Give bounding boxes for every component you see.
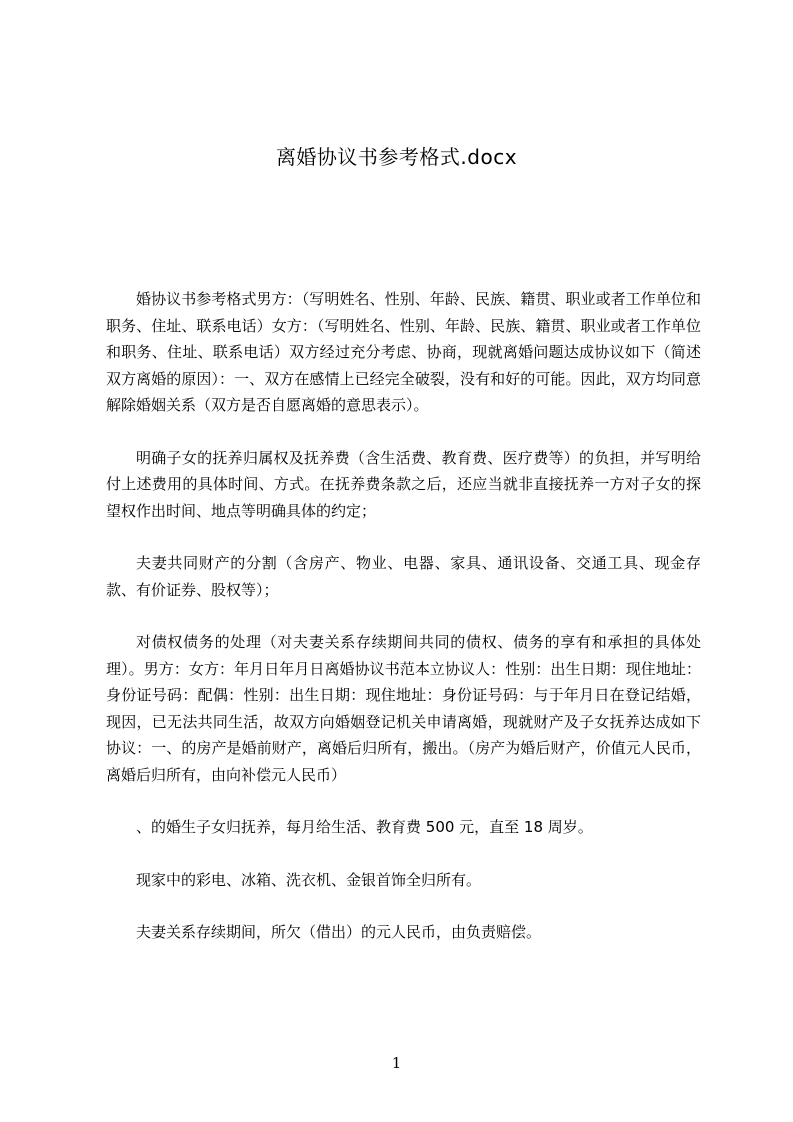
page-number: 1 [391, 1054, 402, 1072]
paragraph-5: 、的婚生子女归抚养，每月给生活、教育费 500 元，直至 18 周岁。 [136, 818, 593, 836]
paragraph-1: 婚协议书参考格式男方：（写明姓名、性别、年龄、民族、籍贯、职业或者工作单位和职务、住址、联系电话）女方：（写明姓名、性别、年龄、民族、籍贯、职业或者工作单位和职务、住址、联系电话）双方经过充分考虑、协商，现就离婚问题达成协议如下（简述双方离婚的原因）：一、双方在感情上已经完全破裂，没有和好的可能。因此，双方均同意解除婚姻关系（双方是否自愿离婚的意思表示）。 [106, 290, 701, 414]
paragraph-3: 夫妻共同财产的分割（含房产、物业、电器、家具、通讯设备、交通工具、现金存款、有价证券、股权等）； [106, 554, 701, 599]
document-title: 离婚协议书参考格式.docx [275, 145, 518, 169]
document-body [106, 286, 701, 946]
paragraph-2: 明确子女的抚养归属权及抚养费（含生活费、教育费、医疗费等）的负担，并写明给付上述费用的具体时间、方式。在抚养费条款之后，还应当就非直接抚养一方对子女的探望权作出时间、地点等明确具体的约定； [106, 448, 701, 520]
paragraph-7: 夫妻关系存续期间，所欠（借出）的元人民币，由负责赔偿。 [136, 923, 542, 941]
paragraph-4: 对债权债务的处理（对夫妻关系存续期间共同的债权、债务的享有和承担的具体处理）。男方：女方：年月日年月日离婚协议书范本立协议人：性别：出生日期：现住地址：身份证号码：配偶：性别：出生日期：现住地址：身份证号码：与于年月日在登记结婚，现因，已无法共同生活，故双方向婚姻登记机关申请离婚，现就财产及子女抚养达成如下协议：一、的房产是婚前财产，离婚后归所有，搬出。（房产为婚后财产，价值元人民币，离婚后归所有，由向补偿元人民币） [106, 633, 701, 784]
paragraph-6: 现家中的彩电、冰箱、洗衣机、金银首饰全归所有。 [136, 870, 482, 889]
